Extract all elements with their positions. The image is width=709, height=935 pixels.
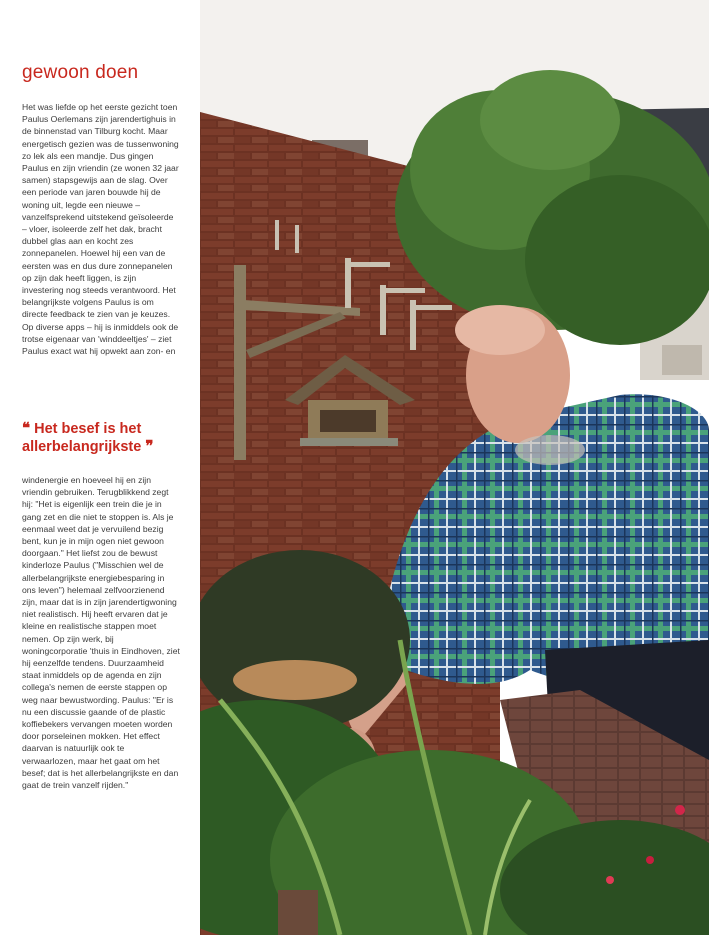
wooden-post [234, 265, 246, 460]
open-quote-icon: ❝ [22, 419, 31, 437]
pull-quote [22, 420, 192, 456]
article-paragraph: windenergie en hoeveel hij en zijn vriendin gebruiken. Terugblikkend zegt hij: "Het is eigenlijk een trein die je in gang zet en die niet te stoppen is. Als je eenmaal weet dat je vervuilend bezig bent, kun je in mijn ogen niet gewoon doorgaan." Het liefst zou de bewust kinderloze Paulus ("Misschien wel de allerbelangrijkste energiebesparing in ons leven") helemaal zelfvoorzienend zijn, maar dat is in zijn jarendertigwoning niet realistisch. Hij heeft ervaren dat je kleine en realistische stappen moet nemen. Op zijn werk, bij woningcorporatie 'thuis in Eindhoven, ziet hij eenzelfde tendens. Duurzaamheid staat inmiddels op de agenda en zijn collega's nemen de eerste stappen op weg naar bewustwording. Paulus: "Er is nu een discussie gaande of de plastic koffiebekers vervangen moeten worden door porseleinen mokken. Het effect daarvan is natuurlijk ook te verwaarlozen, maar het gaat om het besef; dat is het allerbelangrijkste en dan gaat de trein vanzelf rijden." [22, 475, 180, 791]
garden-photo [200, 0, 709, 935]
section-heading: gewoon doen [22, 62, 139, 83]
bird-bath [233, 660, 357, 700]
article-text-column [0, 0, 200, 935]
article-paragraph: Het was liefde op het eerste gezicht toen Paulus Oerlemans zijn jarendertighuis in de binnenstad van Tilburg kocht. Maar energetisch gezien was de tussenwoning zo lek als een mandje. Dus gingen Paulus en zijn vriendin (ze wonen 32 jaar samen) stapsgewijs aan de slag. Over een periode van jaren bouwde hij de woning uit, legde een nieuwe – vanzelfsprekend uitstekend geïsoleerde – vloer, isoleerde zelf het dak, bracht dubbel glas aan en kocht zes zonnepanelen. Hoewel hij een van de eersten was en dus dure zonnepanelen op zijn dak heeft liggen, is zijn investering nog steeds verantwoord. Het belangrijkste volgens Paulus is om directe feedback te zien van je keuzes. Op diverse apps – hij is inmiddels ook de trotse eigenaar van 'winddeeltjes' – ziet Paulus exact wat hij opwekt aan zon- en [22, 102, 179, 357]
close-quote-icon: ❞ [145, 437, 154, 455]
pull-quote-text: Het besef is het allerbelangrijkste [22, 421, 142, 455]
